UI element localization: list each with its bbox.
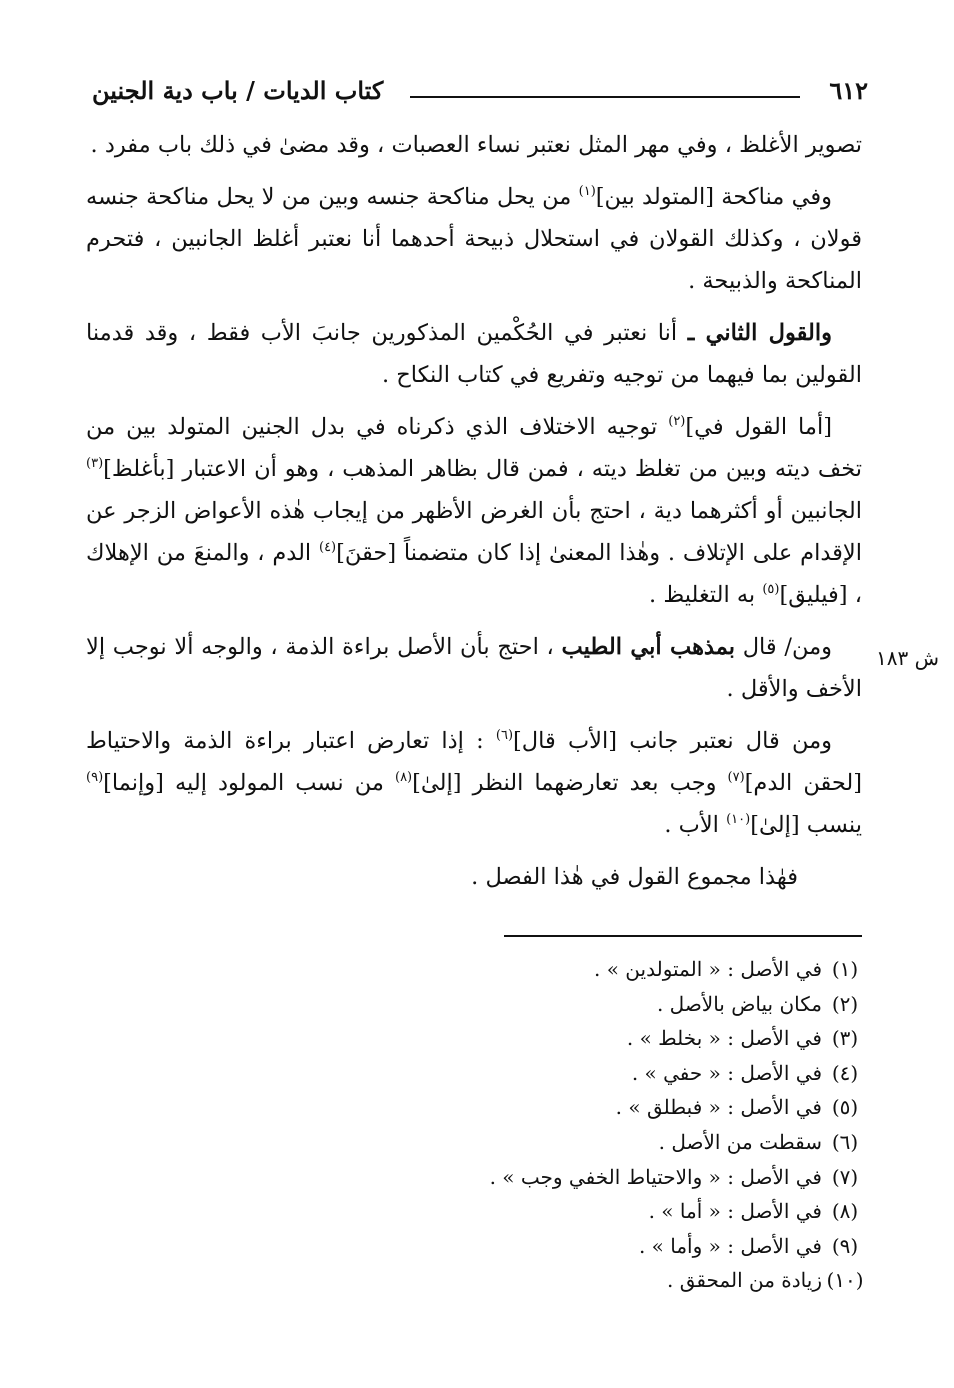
text-run: وجب بعد تعارضهما النظر [إلىٰ] bbox=[412, 770, 728, 796]
footnote-number: (٧) bbox=[831, 1164, 859, 1189]
paragraph-1: تصوير الأغلظ ، وفي مهر المثل نعتبر نساء العصبات ، وقد مضىٰ في ذلك باب مفرد . bbox=[90, 132, 862, 158]
footnote-ref-5[interactable]: (٥) bbox=[762, 582, 780, 597]
paragraph-5 bbox=[86, 626, 862, 710]
footnote-9 bbox=[268, 1229, 868, 1264]
footnote-number: (٤) bbox=[831, 1060, 859, 1085]
text-run: ينسب [إلىٰ] bbox=[750, 812, 862, 838]
text-run: من يحل مناكحة جنسه وبين من لا يحل مناكحة جنسه قولان ، وكذلك القولان في استحلال ذبيحة أحدهما أنا نعتبر أغلظ الجانبين ، فتحرم المناكحة والذبيحة . bbox=[86, 184, 862, 294]
text-run: أنا نعتبر في الحُكْمين المذكورين جانبَ الأب فقط ، وقد قدمنا القولين بما فيهما من توجيه وتفريع في كتاب النكاح . bbox=[86, 320, 862, 388]
text-run: وفي مناكحة [المتولد بين] bbox=[595, 184, 832, 210]
text-run: الدم ، والمنعَ من الإهلاك ، [فيليق] bbox=[86, 540, 862, 608]
main-text bbox=[86, 124, 862, 908]
footnote-text: في الأصل : « بخلط » . bbox=[626, 1026, 822, 1051]
paragraph-4 bbox=[86, 406, 862, 616]
footnote-1 bbox=[268, 952, 868, 987]
text-run: ومن قال نعتبر جانب [الأب قال] bbox=[513, 728, 832, 754]
footnote-text: في الأصل : « حفي » . bbox=[631, 1060, 822, 1085]
footnote-ref-7[interactable]: (٧) bbox=[727, 770, 745, 785]
footnote-4 bbox=[268, 1056, 868, 1091]
footnote-5 bbox=[268, 1090, 868, 1125]
footnote-7 bbox=[268, 1160, 868, 1195]
bold-heading-run: والقول الثاني ـ bbox=[687, 320, 833, 346]
margin-folio-note: ش ١٨٣ bbox=[876, 646, 940, 670]
footnote-6 bbox=[268, 1125, 868, 1160]
footnote-8 bbox=[268, 1194, 868, 1229]
footnote-ref-9[interactable]: (٩) bbox=[86, 770, 104, 785]
footnote-number: (٣) bbox=[831, 1026, 859, 1051]
footnote-2 bbox=[268, 987, 868, 1022]
bold-run: بمذهب أبي الطيب bbox=[561, 634, 736, 660]
footnote-number: (٨) bbox=[831, 1199, 859, 1224]
footnote-separator bbox=[504, 935, 862, 937]
paragraph-7: فهٰذا مجموع القول في هٰذا الفصل . bbox=[471, 864, 798, 890]
header-rule bbox=[410, 96, 800, 98]
footnote-text: مكان بياض بالأصل . bbox=[656, 991, 822, 1016]
footnote-number: (١) bbox=[831, 957, 859, 981]
footnote-text: سقطت من الأصل . bbox=[658, 1129, 822, 1154]
footnote-text: في الأصل : « وأما » . bbox=[638, 1233, 822, 1258]
footnote-ref-2[interactable]: (٢) bbox=[668, 414, 686, 429]
footnote-number: (١٠) bbox=[826, 1268, 864, 1293]
running-title: كتاب الديات / باب دية الجنين bbox=[92, 76, 384, 105]
footnote-10 bbox=[268, 1263, 868, 1298]
text-run: به التغليظ . bbox=[649, 582, 763, 608]
footnote-text: في الأصل : « فبطلق » . bbox=[615, 1095, 822, 1120]
footnotes bbox=[268, 952, 868, 1298]
footnote-ref-1[interactable]: (١) bbox=[578, 184, 596, 199]
text-run: الجانبين أو أكثرهما دية ، احتج بأن الغرض الأظهر من إيجاب هٰذه الأعواض الزجر عن الإقدام على الإتلاف . وهٰذا المعنىٰ إذا كان متضمناً [حقنَ] bbox=[86, 498, 862, 566]
footnote-text: في الأصل : « أما » . bbox=[648, 1199, 822, 1224]
footnote-ref-8[interactable]: (٨) bbox=[394, 770, 413, 785]
text-run: : إذا تعارض اعتبار براءة الذمة والاحتياط [لحقن الدم] bbox=[86, 728, 862, 796]
text-run: توجيه الاختلاف الذي ذكرناه في بدل الجنين المتولد بين من تخف ديته وبين من تغلظ ديته ، فمن قال بظاهر المذهب ، وهو أن الاعتبار [بأغلظ] bbox=[86, 414, 862, 482]
paragraph-3 bbox=[86, 312, 862, 396]
footnote-text: في الأصل : « المتولدين » . bbox=[594, 957, 822, 981]
footnote-ref-10[interactable]: (١٠) bbox=[726, 812, 751, 827]
footnote-ref-3[interactable]: (٣) bbox=[86, 456, 104, 471]
footnote-3 bbox=[268, 1021, 868, 1056]
text-run: ومن/ قال bbox=[735, 634, 832, 660]
footnote-number: (٩) bbox=[831, 1233, 859, 1258]
footnote-number: (٥) bbox=[831, 1095, 859, 1120]
footnote-text: في الأصل : « والاحتياط الخفي وجب » . bbox=[489, 1164, 822, 1189]
text-run: ، احتج بأن الأصل براءة الذمة ، والوجه ألا نوجب إلا الأخف والأقل . bbox=[86, 634, 862, 702]
page-number: ٦١٢ bbox=[829, 76, 868, 105]
footnote-number: (٢) bbox=[831, 991, 859, 1016]
text-run: [أما القول في] bbox=[685, 414, 832, 440]
text-run: الأب . bbox=[664, 812, 727, 838]
footnote-ref-6[interactable]: (٦) bbox=[495, 728, 514, 743]
footnote-number: (٦) bbox=[831, 1129, 859, 1154]
footnote-ref-4[interactable]: (٤) bbox=[318, 540, 337, 555]
paragraph-6 bbox=[86, 720, 862, 846]
page-header bbox=[92, 72, 868, 114]
paragraph-2 bbox=[86, 176, 862, 302]
footnote-text: زيادة من المحقق . bbox=[667, 1268, 822, 1293]
text-run: من نسب المولود إليه [وإنما] bbox=[103, 770, 395, 796]
